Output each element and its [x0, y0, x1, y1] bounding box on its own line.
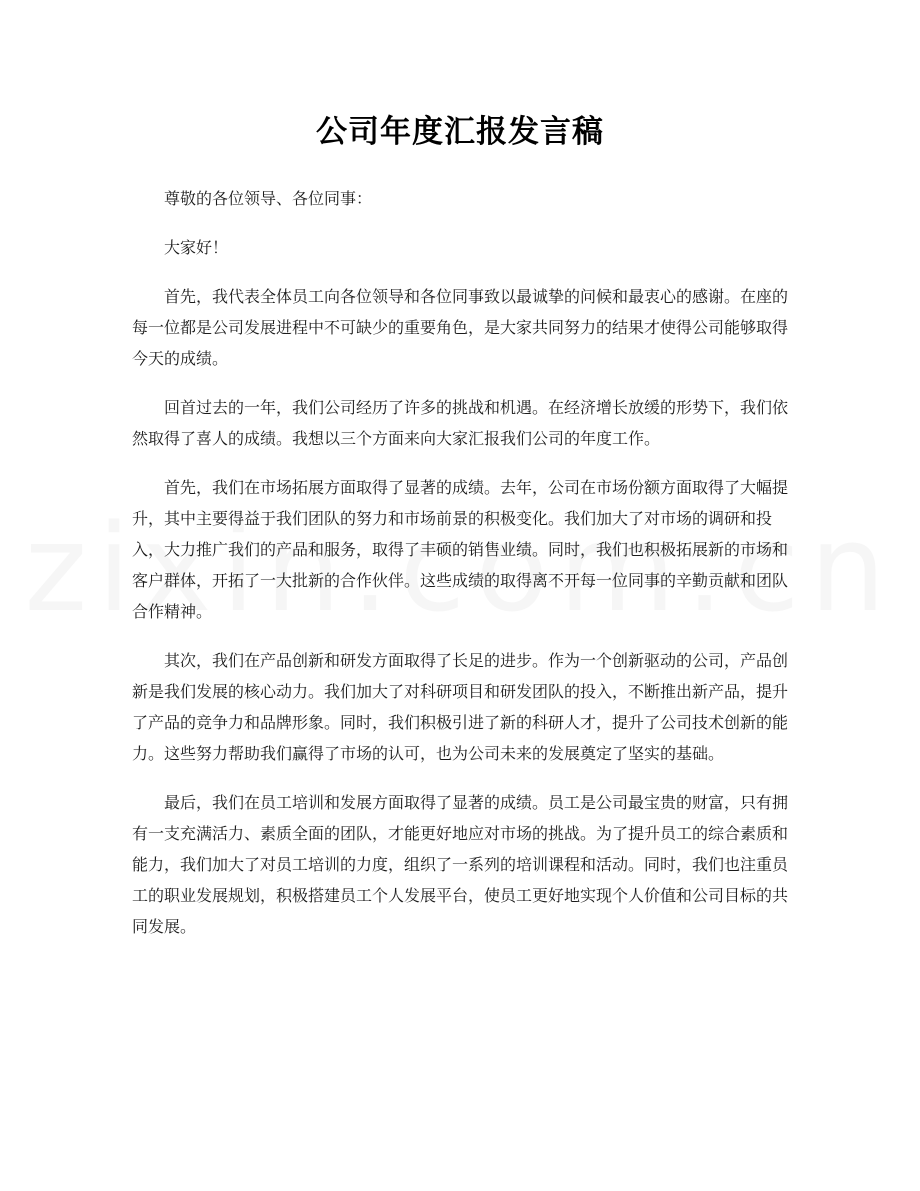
page-title: 公司年度汇报发言稿 — [316, 114, 604, 150]
paragraph-innovation: 其次，我们在产品创新和研发方面取得了长足的进步。作为一个创新驱动的公司，产品创新是我们发展的核心动力。我们加大了对科研项目和研发团队的投入，不断推出新产品，提升了产品的竞争力和品牌形象。同时，我们积极引进了新的科研人才，提升了公司技术创新的能力。这些努力帮助我们赢得了市场的认可，也为公司未来的发展奠定了坚实的基础。 — [132, 651, 789, 763]
salutation: 尊敬的各位领导、各位同事： — [164, 189, 373, 208]
paragraph-market: 首先，我们在市场拓展方面取得了显著的成绩。去年，公司在市场份额方面取得了大幅提升，其中主要得益于我们团队的努力和市场前景的积极变化。我们加大了对市场的调研和投入，大力推广我们的产品和服务，取得了丰硕的销售业绩。同时，我们也积极拓展新的市场和客户群体，开拓了一大批新的合作伙伴。这些成绩的取得离不开每一位同事的辛勤贡献和团队合作精神。 — [132, 478, 789, 621]
greeting: 大家好！ — [164, 238, 229, 257]
paragraph-training: 最后，我们在员工培训和发展方面取得了显著的成绩。员工是公司最宝贵的财富，只有拥有一支充满活力、素质全面的团队，才能更好地应对市场的挑战。为了提升员工的综合素质和能力，我们加大了对员工培训的力度，组织了一系列的培训课程和活动。同时，我们也注重员工的职业发展规划，积极搭建员工个人发展平台，使员工更好地实现个人价值和公司目标的共同发展。 — [132, 793, 789, 936]
document-body — [132, 183, 792, 960]
paragraph-review: 回首过去的一年，我们公司经历了许多的挑战和机遇。在经济增长放缓的形势下，我们依然取得了喜人的成绩。我想以三个方面来向大家汇报我们公司的年度工作。 — [132, 398, 789, 448]
paragraph-thanks: 首先，我代表全体员工向各位领导和各位同事致以最诚挚的问候和最衷心的感谢。在座的每一位都是公司发展进程中不可缺少的重要角色，是大家共同努力的结果才使得公司能够取得今天的成绩。 — [132, 287, 789, 368]
